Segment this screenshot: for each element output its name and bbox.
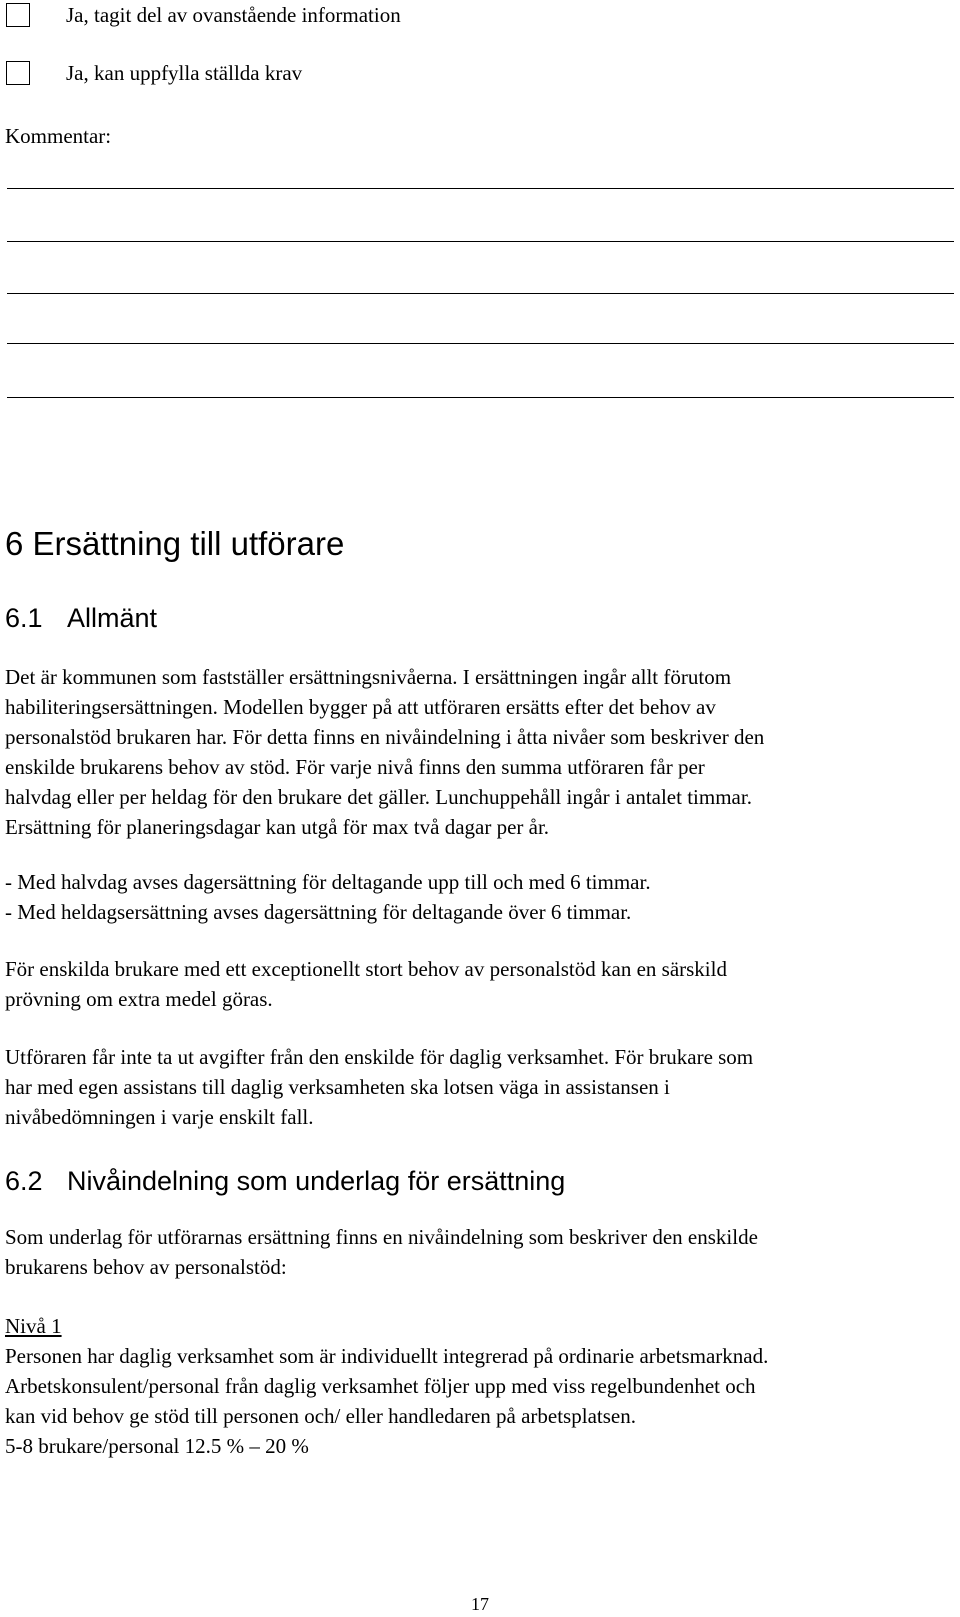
text-line: enskilde brukarens behov av stöd. För varje nivå finns den summa utföraren får per: [5, 755, 705, 779]
text-line: - Med halvdag avses dagersättning för deltagande upp till och med 6 timmar.: [5, 870, 651, 894]
section-6-heading: 6 Ersättning till utförare: [5, 525, 345, 562]
text-line: 5-8 brukare/personal 12.5 % – 20 %: [5, 1434, 309, 1458]
comment-line[interactable]: [7, 188, 954, 189]
text-line: prövning om extra medel göras.: [5, 987, 273, 1011]
paragraph-fees: [5, 1042, 960, 1132]
requirements-checkbox-label: Ja, kan uppfylla ställda krav: [66, 61, 303, 85]
checkbox-row-information: [6, 0, 401, 30]
level-1-title: Nivå 1: [5, 1314, 62, 1338]
section-6-1-title: Allmänt: [67, 603, 158, 633]
section-6-2-title: Nivåindelning som underlag för ersättning: [67, 1166, 566, 1196]
text-line: kan vid behov ge stöd till personen och/ eller handledaren på arbetsplatsen.: [5, 1404, 636, 1428]
section-6-2-number: 6.2: [5, 1166, 43, 1196]
page-number: 17: [471, 1594, 489, 1614]
text-line: Personen har daglig verksamhet som är individuellt integrerad på ordinarie arbetsmarknad.: [5, 1344, 769, 1368]
comment-line[interactable]: [7, 343, 954, 344]
requirements-checkbox[interactable]: [6, 61, 30, 85]
text-line: personalstöd brukaren har. För detta finns en nivåindelning i åtta nivåer som beskriver den: [5, 725, 765, 749]
paragraph-day-definitions: [5, 867, 960, 927]
text-line: habiliteringsersättningen. Modellen bygger på att utföraren ersätts efter det behov av: [5, 695, 716, 719]
information-checkbox[interactable]: [6, 3, 30, 27]
text-line: Arbetskonsulent/personal från daglig verksamhet följer upp med viss regelbundenhet och: [5, 1374, 756, 1398]
text-line: brukarens behov av personalstöd:: [5, 1255, 287, 1279]
section-6-2-heading: [5, 1164, 565, 1198]
text-line: - Med heldagsersättning avses dagersättning för deltagande över 6 timmar.: [5, 900, 632, 924]
information-checkbox-label: Ja, tagit del av ovanstående information: [66, 3, 401, 27]
comment-label: Kommentar:: [5, 124, 112, 148]
comment-line[interactable]: [7, 397, 954, 398]
checkbox-row-requirements: [6, 58, 302, 88]
section-6-1-number: 6.1: [5, 603, 43, 633]
paragraph-general: [5, 662, 960, 842]
text-line: Det är kommunen som fastställer ersättningsnivåerna. I ersättningen ingår allt förutom: [5, 665, 732, 689]
text-line: har med egen assistans till daglig verksamheten ska lotsen väga in assistansen i: [5, 1075, 670, 1099]
text-line: nivåbedömningen i varje enskilt fall.: [5, 1105, 314, 1129]
text-line: För enskilda brukare med ett exceptionellt stort behov av personalstöd kan en särskild: [5, 957, 727, 981]
comment-line[interactable]: [7, 293, 954, 294]
level-1-block: [5, 1311, 960, 1461]
section-6-1-heading: [5, 601, 157, 635]
text-line: Som underlag för utförarnas ersättning finns en nivåindelning som beskriver den enskilde: [5, 1225, 758, 1249]
text-line: halvdag eller per heldag för den brukare det gäller. Lunchuppehåll ingår i antalet timmar.: [5, 785, 752, 809]
paragraph-exceptional-needs: [5, 954, 960, 1014]
comment-line[interactable]: [7, 241, 954, 242]
text-line: Utföraren får inte ta ut avgifter från den enskilde för daglig verksamhet. För brukare som: [5, 1045, 754, 1069]
text-line: Ersättning för planeringsdagar kan utgå för max två dagar per år.: [5, 815, 550, 839]
paragraph-level-intro: [5, 1222, 960, 1282]
